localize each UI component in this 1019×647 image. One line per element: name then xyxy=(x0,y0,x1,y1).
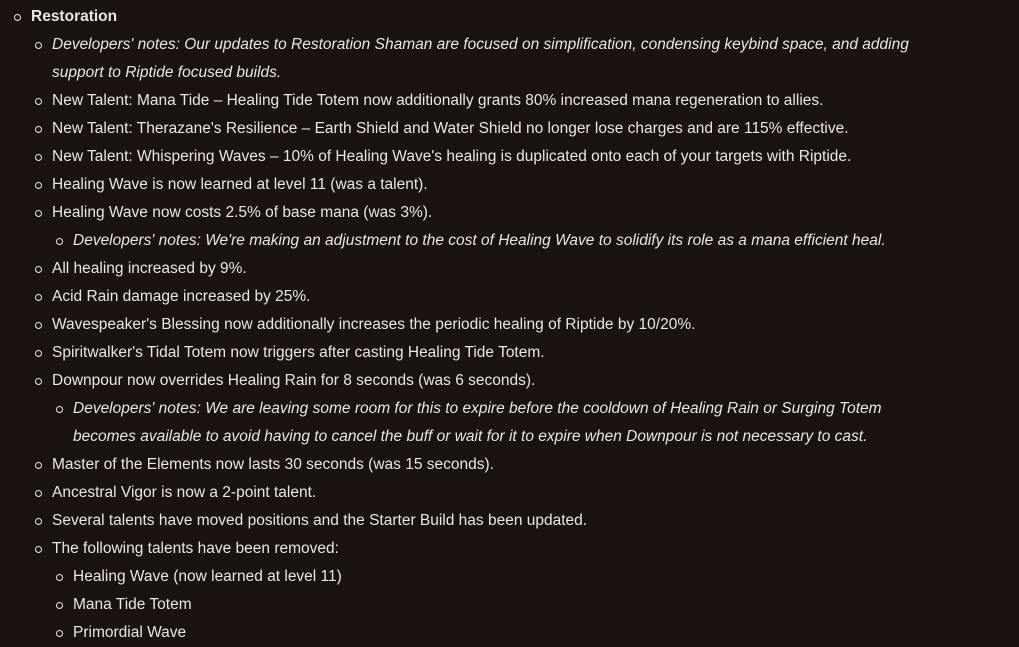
list-item xyxy=(0,507,1019,535)
bullet-icon xyxy=(35,98,42,105)
bullet-icon xyxy=(56,602,63,609)
list-item xyxy=(0,115,1019,143)
item-text: New Talent: Whispering Waves – 10% of Healing Wave's healing is duplicated onto each of your targets with Riptide. xyxy=(52,148,852,165)
bullet-icon xyxy=(35,462,42,469)
sub-list-item-dev-note xyxy=(0,395,1019,423)
bullet-icon xyxy=(35,42,42,49)
item-text: Healing Wave is now learned at level 11 (was a talent). xyxy=(52,176,428,193)
bullet-icon xyxy=(35,182,42,189)
list-item xyxy=(0,255,1019,283)
bullet-icon xyxy=(14,14,21,21)
removed-talent-item xyxy=(0,619,1019,647)
item-text: Several talents have moved positions and the Starter Build has been updated. xyxy=(52,512,588,529)
list-item xyxy=(0,535,1019,563)
bullet-icon xyxy=(56,630,63,637)
item-text: The following talents have been removed: xyxy=(52,540,339,557)
bullet-icon xyxy=(35,518,42,525)
list-item xyxy=(0,311,1019,339)
removed-talent-text: Mana Tide Totem xyxy=(73,596,192,613)
dev-note-text: Developers' notes: Our updates to Restoration Shaman are focused on simplification, condensing keybind space, and adding xyxy=(52,36,909,53)
list-item xyxy=(0,367,1019,395)
bullet-icon xyxy=(56,238,63,245)
bullet-icon xyxy=(35,210,42,217)
dev-note-text: Developers' notes: We're making an adjustment to the cost of Healing Wave to solidify its role as a mana efficient heal. xyxy=(73,232,886,249)
bullet-icon xyxy=(35,490,42,497)
list-item xyxy=(0,479,1019,507)
dev-note-text-continued: becomes available to avoid having to cancel the buff or wait for it to expire when Downpour is not necessary to cast. xyxy=(73,428,868,445)
list-item xyxy=(0,143,1019,171)
item-text: Ancestral Vigor is now a 2-point talent. xyxy=(52,484,317,501)
bullet-icon xyxy=(35,322,42,329)
bullet-icon xyxy=(35,126,42,133)
list-item xyxy=(0,199,1019,227)
list-item xyxy=(0,451,1019,479)
list-item-continuation xyxy=(0,59,1019,87)
item-text: Wavespeaker's Blessing now additionally increases the periodic healing of Riptide by 10/20%. xyxy=(52,316,696,333)
section-heading xyxy=(0,3,1019,31)
item-text: Acid Rain damage increased by 25%. xyxy=(52,288,311,305)
bullet-icon xyxy=(35,350,42,357)
item-text: New Talent: Mana Tide – Healing Tide Totem now additionally grants 80% increased mana regeneration to allies. xyxy=(52,92,824,109)
list-item xyxy=(0,339,1019,367)
list-item xyxy=(0,87,1019,115)
bullet-icon xyxy=(35,154,42,161)
bullet-icon xyxy=(56,406,63,413)
item-text: Spiritwalker's Tidal Totem now triggers after casting Healing Tide Totem. xyxy=(52,344,545,361)
item-text: All healing increased by 9%. xyxy=(52,260,247,277)
sub-list-item-continuation xyxy=(0,423,1019,451)
item-text: Healing Wave now costs 2.5% of base mana (was 3%). xyxy=(52,204,433,221)
dev-note-text: Developers' notes: We are leaving some room for this to expire before the cooldown of Healing Rain or Surging Totem xyxy=(73,400,882,417)
sub-list-item-dev-note xyxy=(0,227,1019,255)
list-item xyxy=(0,283,1019,311)
removed-talent-text: Healing Wave (now learned at level 11) xyxy=(73,568,342,585)
section-title: Restoration xyxy=(31,8,118,25)
bullet-icon xyxy=(35,294,42,301)
item-text: Master of the Elements now lasts 30 seconds (was 15 seconds). xyxy=(52,456,494,473)
dev-note-text-continued: support to Riptide focused builds. xyxy=(52,64,282,81)
item-text: Downpour now overrides Healing Rain for 8 seconds (was 6 seconds). xyxy=(52,372,536,389)
removed-talent-item xyxy=(0,591,1019,619)
list-item xyxy=(0,171,1019,199)
bullet-icon xyxy=(35,546,42,553)
bullet-icon xyxy=(35,266,42,273)
bullet-icon xyxy=(35,378,42,385)
list-item-dev-note xyxy=(0,31,1019,59)
removed-talent-item xyxy=(0,563,1019,591)
removed-talent-text: Primordial Wave xyxy=(73,624,187,641)
bullet-icon xyxy=(56,574,63,581)
item-text: New Talent: Therazane's Resilience – Earth Shield and Water Shield no longer lose charges and are 115% effective. xyxy=(52,120,849,137)
